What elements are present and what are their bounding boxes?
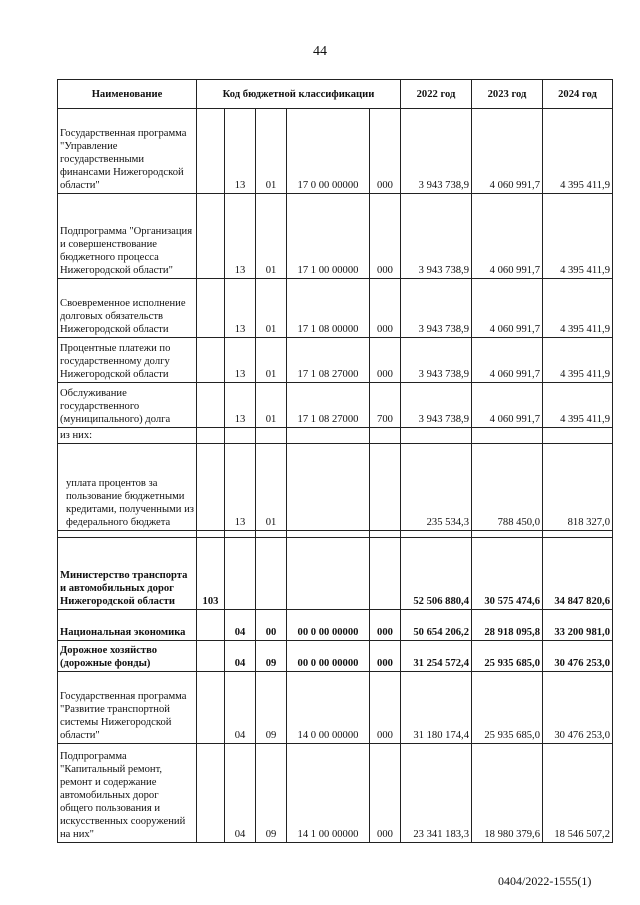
row-ministry	[197, 444, 225, 531]
row-2023: 18 980 379,6	[472, 744, 543, 843]
row-ministry	[197, 428, 225, 444]
table-row	[58, 279, 613, 338]
row-2024: 4 395 411,9	[543, 383, 613, 428]
row-section: 13	[225, 279, 256, 338]
row-subsection: 09	[256, 744, 287, 843]
row-2022: 50 654 206,2	[401, 610, 472, 641]
row-type: 700	[370, 383, 401, 428]
row-2024: 30 476 253,0	[543, 641, 613, 672]
row-subsection: 09	[256, 672, 287, 744]
row-2024: 33 200 981,0	[543, 610, 613, 641]
row-2024: 818 327,0	[543, 444, 613, 531]
row-name: Подпрограмма "Организация и совершенствование бюджетного процесса Нижегородской области"	[58, 194, 197, 279]
row-target: 17 1 00 00000	[287, 194, 370, 279]
row-ministry	[197, 338, 225, 383]
row-section: 13	[225, 194, 256, 279]
row-2023: 25 935 685,0	[472, 672, 543, 744]
row-section: 04	[225, 744, 256, 843]
row-2023: 28 918 095,8	[472, 610, 543, 641]
row-2022: 3 943 738,9	[401, 338, 472, 383]
table-row	[58, 338, 613, 383]
row-2023	[472, 428, 543, 444]
row-2023: 4 060 991,7	[472, 109, 543, 194]
row-target	[287, 444, 370, 531]
row-2022: 3 943 738,9	[401, 279, 472, 338]
row-target: 14 1 00 00000	[287, 744, 370, 843]
row-ministry	[197, 279, 225, 338]
table-row	[58, 641, 613, 672]
table-row	[58, 109, 613, 194]
table-row	[58, 672, 613, 744]
row-name: Своевременное исполнение долговых обязательств Нижегородской области	[58, 279, 197, 338]
header-name: Наименование	[58, 80, 197, 109]
row-2024: 30 476 253,0	[543, 672, 613, 744]
row-type	[370, 428, 401, 444]
header-2022: 2022 год	[401, 80, 472, 109]
row-2022: 52 506 880,4	[401, 538, 472, 610]
header-code: Код бюджетной классификации	[197, 80, 401, 109]
table-spacer-row	[58, 531, 613, 538]
row-name: из них:	[58, 428, 197, 444]
row-2023: 4 060 991,7	[472, 383, 543, 428]
row-type: 000	[370, 672, 401, 744]
row-2023: 4 060 991,7	[472, 279, 543, 338]
row-name: Обслуживание государственного (муниципального) долга	[58, 383, 197, 428]
row-subsection: 00	[256, 610, 287, 641]
row-ministry	[197, 610, 225, 641]
row-target: 17 1 08 00000	[287, 279, 370, 338]
table-row	[58, 744, 613, 843]
row-2022: 3 943 738,9	[401, 194, 472, 279]
row-ministry	[197, 641, 225, 672]
row-2022: 31 180 174,4	[401, 672, 472, 744]
row-subsection: 09	[256, 641, 287, 672]
row-ministry	[197, 672, 225, 744]
row-subsection: 01	[256, 383, 287, 428]
row-2022	[401, 428, 472, 444]
table-row	[58, 428, 613, 444]
row-section: 04	[225, 610, 256, 641]
row-subsection: 01	[256, 444, 287, 531]
row-type: 000	[370, 744, 401, 843]
row-name: Государственная программа "Управление государственными финансами Нижегородской области"	[58, 109, 197, 194]
row-section: 13	[225, 383, 256, 428]
row-ministry	[197, 194, 225, 279]
row-target	[287, 538, 370, 610]
row-name: Дорожное хозяйство (дорожные фонды)	[58, 641, 197, 672]
row-2023: 4 060 991,7	[472, 194, 543, 279]
row-subsection	[256, 428, 287, 444]
row-target	[287, 428, 370, 444]
document-code: 0404/2022-1555(1)	[498, 874, 592, 888]
table-row	[58, 610, 613, 641]
row-section	[225, 428, 256, 444]
row-2024: 4 395 411,9	[543, 109, 613, 194]
row-ministry	[197, 109, 225, 194]
page-number: 44	[313, 44, 327, 59]
row-type: 000	[370, 610, 401, 641]
row-2024: 4 395 411,9	[543, 338, 613, 383]
row-2022: 235 534,3	[401, 444, 472, 531]
row-target: 00 0 00 00000	[287, 641, 370, 672]
row-2023: 30 575 474,6	[472, 538, 543, 610]
row-2023: 25 935 685,0	[472, 641, 543, 672]
table-row	[58, 444, 613, 531]
row-type: 000	[370, 194, 401, 279]
row-subsection: 01	[256, 338, 287, 383]
row-section: 13	[225, 444, 256, 531]
header-2023: 2023 год	[472, 80, 543, 109]
row-2024: 4 395 411,9	[543, 194, 613, 279]
row-name: Министерство транспорта и автомобильных дорог Нижегородской области	[58, 538, 197, 610]
row-ministry: 103	[197, 538, 225, 610]
row-2022: 23 341 183,3	[401, 744, 472, 843]
row-2023: 4 060 991,7	[472, 338, 543, 383]
row-type: 000	[370, 641, 401, 672]
row-2024: 18 546 507,2	[543, 744, 613, 843]
row-name: Процентные платежи по государственному долгу Нижегородской области	[58, 338, 197, 383]
row-2022: 31 254 572,4	[401, 641, 472, 672]
header-2024: 2024 год	[543, 80, 613, 109]
row-subsection: 01	[256, 194, 287, 279]
row-section: 13	[225, 338, 256, 383]
row-type: 000	[370, 279, 401, 338]
budget-table	[57, 79, 613, 843]
row-2023: 788 450,0	[472, 444, 543, 531]
row-subsection: 01	[256, 279, 287, 338]
row-type: 000	[370, 109, 401, 194]
row-name: Национальная экономика	[58, 610, 197, 641]
row-section: 04	[225, 672, 256, 744]
row-2022: 3 943 738,9	[401, 109, 472, 194]
row-target: 00 0 00 00000	[287, 610, 370, 641]
row-target: 17 0 00 00000	[287, 109, 370, 194]
row-2024: 34 847 820,6	[543, 538, 613, 610]
table-row	[58, 538, 613, 610]
row-section	[225, 538, 256, 610]
row-type	[370, 538, 401, 610]
row-target: 17 1 08 27000	[287, 338, 370, 383]
row-target: 17 1 08 27000	[287, 383, 370, 428]
row-ministry	[197, 744, 225, 843]
row-target: 14 0 00 00000	[287, 672, 370, 744]
row-2024	[543, 428, 613, 444]
table-row	[58, 194, 613, 279]
row-section: 04	[225, 641, 256, 672]
row-name: Подпрограмма "Капитальный ремонт, ремонт и содержание автомобильных дорог общего пользования и искусственных сооружений на них"	[58, 744, 197, 843]
row-2024: 4 395 411,9	[543, 279, 613, 338]
row-type	[370, 444, 401, 531]
row-section: 13	[225, 109, 256, 194]
row-name: уплата процентов за пользование бюджетными кредитами, полученными из федерального бюджета	[58, 444, 197, 531]
row-subsection	[256, 538, 287, 610]
row-ministry	[197, 383, 225, 428]
table-row	[58, 383, 613, 428]
row-subsection: 01	[256, 109, 287, 194]
row-name: Государственная программа "Развитие транспортной системы Нижегородской области"	[58, 672, 197, 744]
row-type: 000	[370, 338, 401, 383]
row-2022: 3 943 738,9	[401, 383, 472, 428]
table-header-row	[58, 80, 613, 109]
